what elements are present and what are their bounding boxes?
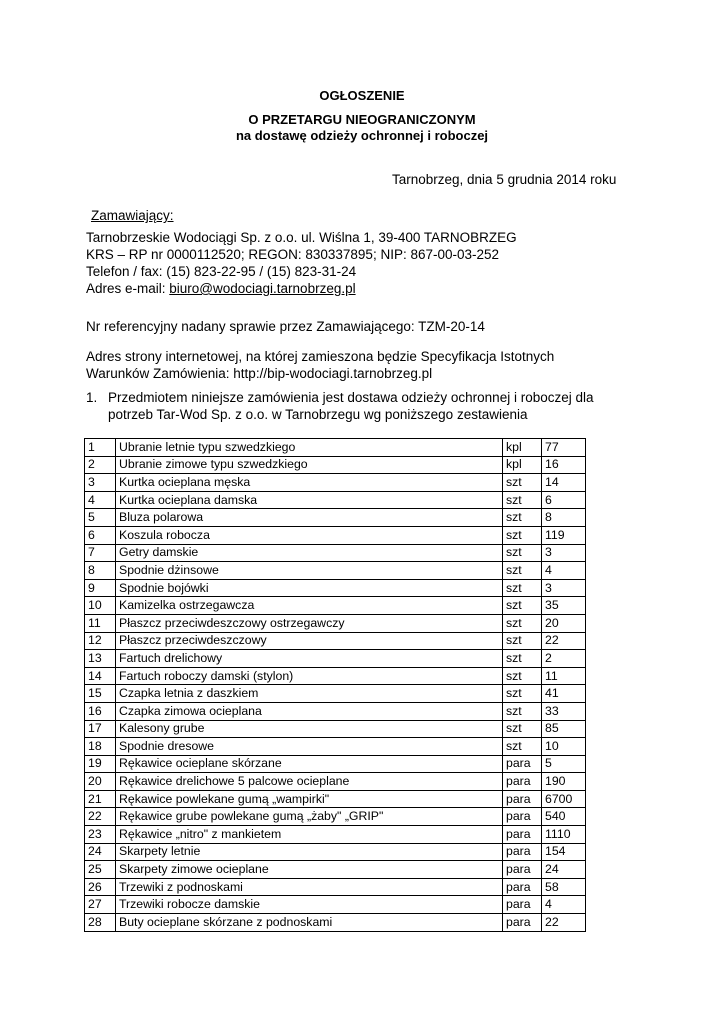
- item-quantity: 11: [542, 667, 586, 685]
- item-number: 28: [85, 914, 116, 932]
- item-unit: para: [503, 773, 542, 791]
- item-unit: szt: [503, 632, 542, 650]
- item-name: Trzewiki robocze damskie: [116, 896, 503, 914]
- item-quantity: 154: [542, 843, 586, 861]
- item-quantity: 540: [542, 808, 586, 826]
- item-unit: kpl: [503, 456, 542, 474]
- item-quantity: 85: [542, 720, 586, 738]
- item-quantity: 4: [542, 562, 586, 580]
- item-quantity: 1110: [542, 826, 586, 844]
- table-row: [85, 685, 586, 703]
- table-row: [85, 650, 586, 668]
- orderer-registry: KRS – RP nr 0000112520; REGON: 830337895; NIP: 867-00-03-252: [86, 247, 500, 262]
- item-name: Rękawice ocieplane skórzane: [116, 755, 503, 773]
- item-name: Kamizelka ostrzegawcza: [116, 597, 503, 615]
- item-unit: szt: [503, 597, 542, 615]
- item-name: Skarpety zimowe ocieplane: [116, 861, 503, 879]
- item-unit: kpl: [503, 439, 542, 457]
- item-quantity: 10: [542, 738, 586, 756]
- table-row: [85, 579, 586, 597]
- orderer-phone: Telefon / fax: (15) 823-22-95 / (15) 823-31-24: [86, 264, 357, 279]
- item-unit: para: [503, 826, 542, 844]
- item-number: 5: [85, 509, 116, 527]
- item-number: 7: [85, 544, 116, 562]
- item-number: 10: [85, 597, 116, 615]
- item-unit: szt: [503, 720, 542, 738]
- item-number: 6: [85, 526, 116, 544]
- table-row: [85, 526, 586, 544]
- item-name: Kurtka ocieplana damska: [116, 491, 503, 509]
- item-quantity: 3: [542, 544, 586, 562]
- item-quantity: 35: [542, 597, 586, 615]
- item-unit: para: [503, 843, 542, 861]
- item-number: 26: [85, 878, 116, 896]
- item-number: 17: [85, 720, 116, 738]
- item-number: 27: [85, 896, 116, 914]
- item-name: Koszula robocza: [116, 526, 503, 544]
- table-row: [85, 562, 586, 580]
- item-name: Kalesony grube: [116, 720, 503, 738]
- item-number: 25: [85, 861, 116, 879]
- item-unit: szt: [503, 562, 542, 580]
- item-number: 15: [85, 685, 116, 703]
- item-name: Rękawice drelichowe 5 palcowe ocieplane: [116, 773, 503, 791]
- item-name: Spodnie bojówki: [116, 579, 503, 597]
- items-table: [84, 438, 586, 932]
- item-unit: para: [503, 861, 542, 879]
- item-name: Kurtka ocieplana męska: [116, 474, 503, 492]
- item-unit: szt: [503, 544, 542, 562]
- item-name: Rękawice grube powlekane gumą „żaby" „GRIP": [116, 808, 503, 826]
- item-number: 13: [85, 650, 116, 668]
- items-table-body: [85, 439, 586, 932]
- item-number: 4: [85, 491, 116, 509]
- item-quantity: 22: [542, 914, 586, 932]
- item-number: 19: [85, 755, 116, 773]
- document-subtitle: O PRZETARGU NIEOGRANICZONYM: [248, 112, 476, 127]
- item-unit: szt: [503, 614, 542, 632]
- item-name: Ubranie letnie typu szwedzkiego: [116, 439, 503, 457]
- point-1-line-2: potrzeb Tar-Wod Sp. z o.o. w Tarnobrzegu wg poniższego zestawienia: [108, 407, 528, 422]
- table-row: [85, 491, 586, 509]
- table-row: [85, 790, 586, 808]
- item-number: 14: [85, 667, 116, 685]
- table-row: [85, 755, 586, 773]
- item-quantity: 16: [542, 456, 586, 474]
- document-subject: na dostawę odzieży ochronnej i roboczej: [235, 128, 489, 143]
- item-unit: para: [503, 790, 542, 808]
- table-row: [85, 773, 586, 791]
- item-quantity: 119: [542, 526, 586, 544]
- item-unit: para: [503, 878, 542, 896]
- item-name: Buty ocieplane skórzane z podnoskami: [116, 914, 503, 932]
- item-unit: szt: [503, 702, 542, 720]
- email-prefix: Adres e-mail:: [86, 281, 170, 296]
- item-name: Fartuch roboczy damski (stylon): [116, 667, 503, 685]
- item-number: 2: [85, 456, 116, 474]
- item-unit: szt: [503, 491, 542, 509]
- item-unit: szt: [503, 579, 542, 597]
- item-name: Rękawice powlekane gumą „wampirki": [116, 790, 503, 808]
- table-row: [85, 826, 586, 844]
- item-number: 9: [85, 579, 116, 597]
- item-number: 1: [85, 439, 116, 457]
- point-1-number: 1.: [86, 390, 98, 405]
- item-name: Ubranie zimowe typu szwedzkiego: [116, 456, 503, 474]
- item-name: Trzewiki z podnoskami: [116, 878, 503, 896]
- table-row: [85, 914, 586, 932]
- item-name: Spodnie dżinsowe: [116, 562, 503, 580]
- item-name: Płaszcz przeciwdeszczowy ostrzegawczy: [116, 614, 503, 632]
- item-quantity: 20: [542, 614, 586, 632]
- item-name: Rękawice „nitro" z mankietem: [116, 826, 503, 844]
- table-row: [85, 808, 586, 826]
- item-number: 20: [85, 773, 116, 791]
- item-unit: szt: [503, 738, 542, 756]
- item-unit: para: [503, 755, 542, 773]
- item-quantity: 2: [542, 650, 586, 668]
- point-1-line-1: Przedmiotem niniejsze zamówienia jest dostawa odzieży ochronnej i roboczej dla: [108, 390, 594, 405]
- table-row: [85, 878, 586, 896]
- website-line-1: Adres strony internetowej, na której zamieszona będzie Specyfikacja Istotnych: [86, 349, 555, 364]
- table-row: [85, 667, 586, 685]
- item-quantity: 5: [542, 755, 586, 773]
- item-name: Fartuch drelichowy: [116, 650, 503, 668]
- item-quantity: 6700: [542, 790, 586, 808]
- table-row: [85, 861, 586, 879]
- table-row: [85, 509, 586, 527]
- item-number: 18: [85, 738, 116, 756]
- item-quantity: 14: [542, 474, 586, 492]
- item-unit: szt: [503, 667, 542, 685]
- item-unit: para: [503, 808, 542, 826]
- item-quantity: 3: [542, 579, 586, 597]
- table-row: [85, 474, 586, 492]
- item-unit: para: [503, 914, 542, 932]
- reference-number: Nr referencyjny nadany sprawie przez Zamawiającego: TZM-20-14: [86, 319, 485, 334]
- item-unit: szt: [503, 526, 542, 544]
- item-quantity: 58: [542, 878, 586, 896]
- item-name: Skarpety letnie: [116, 843, 503, 861]
- email-link[interactable]: biuro@wodociagi.tarnobrzeg.pl: [169, 281, 356, 296]
- item-quantity: 6: [542, 491, 586, 509]
- item-name: Płaszcz przeciwdeszczowy: [116, 632, 503, 650]
- item-name: Spodnie dresowe: [116, 738, 503, 756]
- item-number: 8: [85, 562, 116, 580]
- item-number: 21: [85, 790, 116, 808]
- item-quantity: 8: [542, 509, 586, 527]
- orderer-address: Tarnobrzeskie Wodociągi Sp. z o.o. ul. Wiślna 1, 39-400 TARNOBRZEG: [86, 230, 517, 245]
- item-number: 16: [85, 702, 116, 720]
- item-number: 12: [85, 632, 116, 650]
- item-number: 22: [85, 808, 116, 826]
- place-date: Tarnobrzeg, dnia 5 grudnia 2014 roku: [392, 172, 617, 187]
- table-row: [85, 597, 586, 615]
- orderer-email-line: [86, 280, 356, 297]
- item-name: Bluza polarowa: [116, 509, 503, 527]
- table-row: [85, 614, 586, 632]
- item-number: 24: [85, 843, 116, 861]
- table-row: [85, 439, 586, 457]
- table-row: [85, 896, 586, 914]
- item-quantity: 77: [542, 439, 586, 457]
- item-name: Getry damskie: [116, 544, 503, 562]
- item-name: Czapka zimowa ocieplana: [116, 702, 503, 720]
- item-unit: para: [503, 896, 542, 914]
- table-row: [85, 720, 586, 738]
- item-quantity: 41: [542, 685, 586, 703]
- table-row: [85, 702, 586, 720]
- orderer-label: Zamawiający:: [91, 208, 174, 223]
- item-quantity: 24: [542, 861, 586, 879]
- item-unit: szt: [503, 474, 542, 492]
- table-row: [85, 456, 586, 474]
- table-row: [85, 544, 586, 562]
- item-quantity: 22: [542, 632, 586, 650]
- item-unit: szt: [503, 650, 542, 668]
- table-row: [85, 843, 586, 861]
- item-number: 11: [85, 614, 116, 632]
- item-number: 23: [85, 826, 116, 844]
- item-name: Czapka letnia z daszkiem: [116, 685, 503, 703]
- item-quantity: 33: [542, 702, 586, 720]
- item-quantity: 4: [542, 896, 586, 914]
- item-unit: szt: [503, 509, 542, 527]
- table-row: [85, 738, 586, 756]
- item-number: 3: [85, 474, 116, 492]
- item-quantity: 190: [542, 773, 586, 791]
- website-line-2: Warunków Zamówienia: http://bip-wodociagi.tarnobrzeg.pl: [86, 366, 433, 381]
- item-unit: szt: [503, 685, 542, 703]
- table-row: [85, 632, 586, 650]
- document-title: OGŁOSZENIE: [319, 88, 405, 103]
